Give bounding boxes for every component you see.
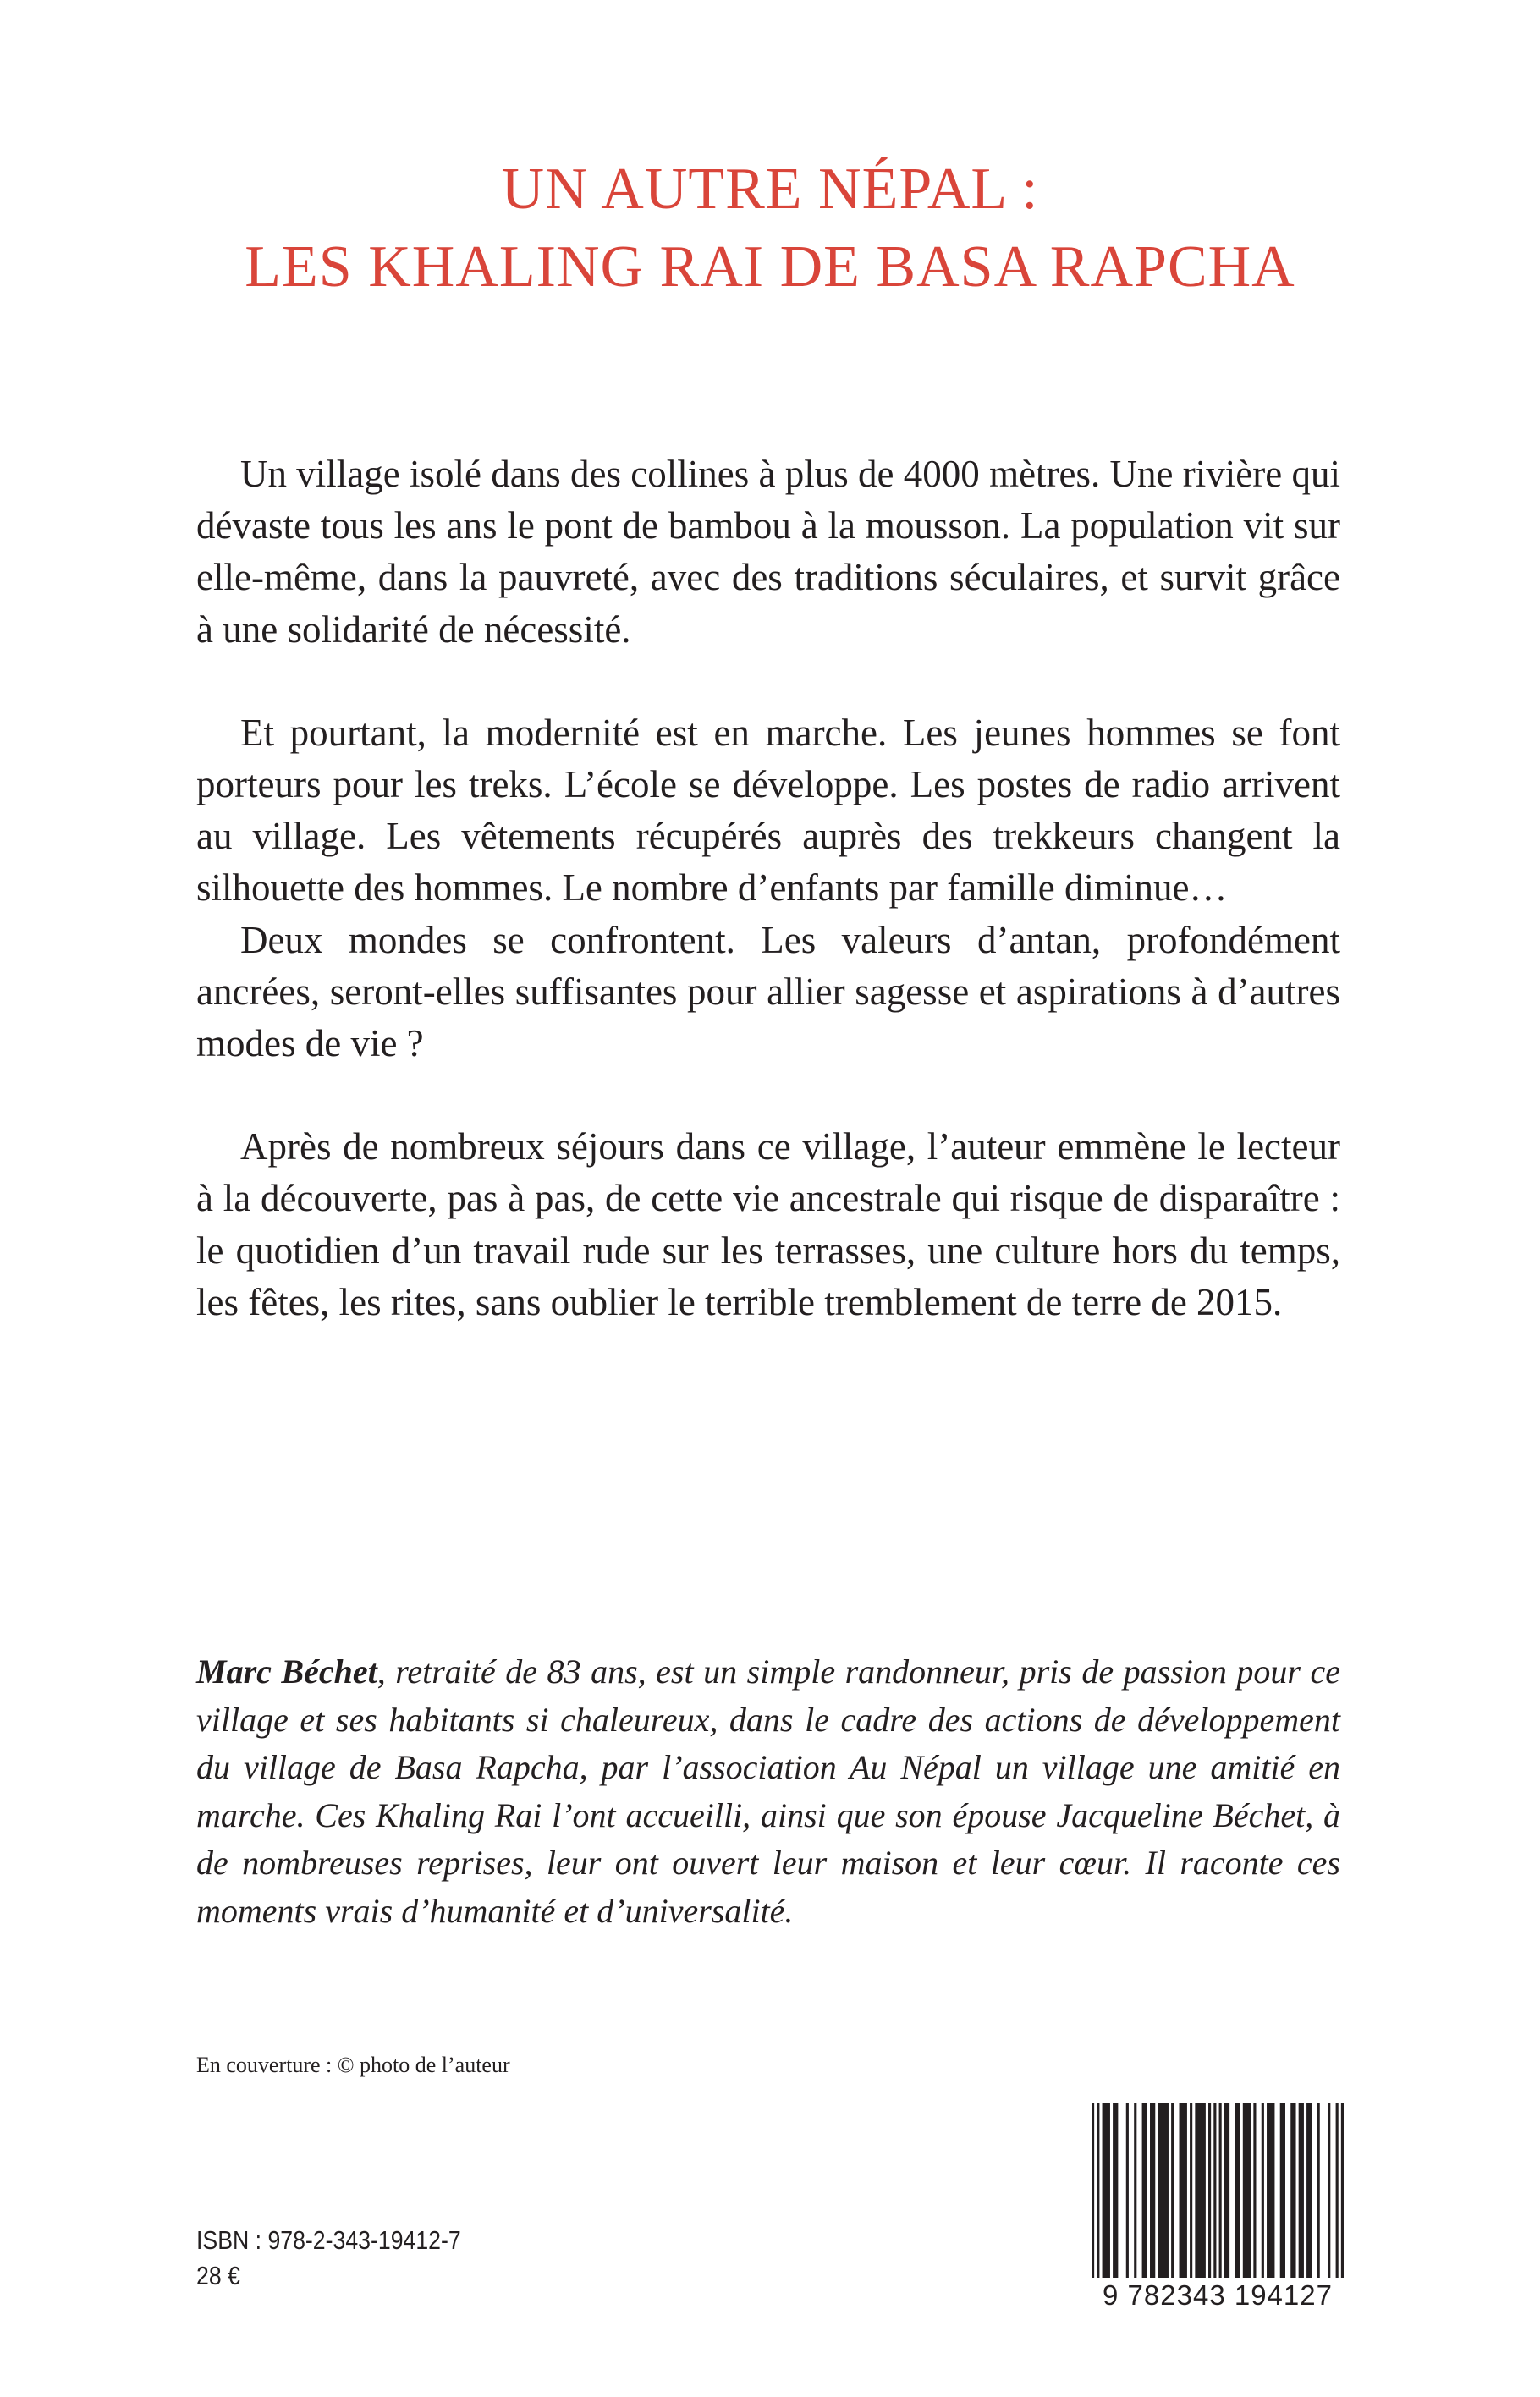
title-line-2: LES KHALING RAI DE BASA RAPCHA (245, 234, 1295, 300)
barcode-bar (1306, 2103, 1312, 2278)
barcode-bars (1092, 2103, 1344, 2278)
title-line-1: UN AUTRE NÉPAL : (501, 157, 1039, 222)
author-name: Marc Béchet (196, 1652, 377, 1691)
barcode-bar (1190, 2103, 1192, 2278)
barcode-bar (1142, 2103, 1147, 2278)
barcode-bar (1224, 2103, 1229, 2278)
barcode-bar (1171, 2103, 1174, 2278)
barcode-bar (1158, 2103, 1169, 2278)
barcode-bar (1208, 2103, 1211, 2278)
barcode-bar (1267, 2103, 1274, 2278)
barcode-bar (1195, 2103, 1206, 2278)
blurb-paragraph: Après de nombreux séjours dans ce village, l’auteur emmène le lecteur à la découverte, pas à pas, de cette vie ancestrale qui risque de disparaître : le quotidien d’un travail rude sur les terrasses, une culture hors du temps, les fêtes, les rites, sans oublier le terrible tremblement de terre de 2015. (196, 1125, 1340, 1323)
barcode-bar (1253, 2103, 1256, 2278)
barcode-bar (1328, 2103, 1330, 2278)
barcode-bar (1290, 2103, 1295, 2278)
barcode-bar (1219, 2103, 1222, 2278)
barcode-bar (1134, 2103, 1136, 2278)
barcode-bar (1336, 2103, 1339, 2278)
price: 28 € (196, 2261, 240, 2290)
barcode-bar (1235, 2103, 1240, 2278)
barcode-bar (1092, 2103, 1094, 2278)
barcode-bar (1262, 2103, 1264, 2278)
barcode-bar (1113, 2103, 1118, 2278)
isbn: ISBN : 978-2-343-19412-7 (196, 2225, 461, 2255)
blurb (196, 448, 1340, 1328)
barcode-bar (1180, 2103, 1187, 2278)
barcode-bar (1341, 2103, 1344, 2278)
barcode-bar (1213, 2103, 1216, 2278)
book-title (0, 151, 1540, 306)
blurb-paragraph: Et pourtant, la modernité est en marche. Les jeunes hommes se font porteurs pour les treks. L’école se développe. Les postes de radio arrivent au village. Les vêtements récupérés auprès des trekkeurs changent la silhouette des hommes. Le nombre d’enfants par famille diminue… (196, 711, 1340, 910)
barcode-bar (1243, 2103, 1251, 2278)
barcode-bar (1150, 2103, 1155, 2278)
barcode-bar (1317, 2103, 1320, 2278)
author-bio (196, 1648, 1340, 1936)
barcode-bar (1280, 2103, 1285, 2278)
author-bio-text: , retraité de 83 ans, est un simple randonneur, pris de passion pour ce village et ses habitants si chaleureux, dans le cadre des actions de développement du village de Basa Rapcha, par l’association Au Népal un village une amitié en marche. Ces Khaling Rai l’ont accueilli, ainsi que son épouse Jacqueline Béchet, à de nombreuses reprises, leur ont ouvert leur maison et leur cœur. Il raconte ces moments vrais d’humanité et d’universalité. (196, 1652, 1340, 1930)
cover-credit: En couverture : © photo de l’auteur (196, 2053, 510, 2077)
barcode-bar (1299, 2103, 1304, 2278)
blurb-paragraph: Deux mondes se confrontent. Les valeurs d’antan, profondément ancrées, seront-elles suffisantes pour allier sagesse et aspirations à d’autres modes de vie ? (196, 918, 1340, 1065)
barcode-bar (1097, 2103, 1099, 2278)
barcode-bar (1103, 2103, 1110, 2278)
barcode-digits: 9 782343 194127 (1092, 2279, 1344, 2312)
isbn-block (196, 2223, 461, 2294)
barcode-bar (1126, 2103, 1129, 2278)
blurb-paragraph: Un village isolé dans des collines à plus de 4000 mètres. Une rivière qui dévaste tous les ans le pont de bambou à la mousson. La population vit sur elle-même, dans la pauvreté, avec des traditions séculaires, et survit grâce à une solidarité de nécessité. (196, 453, 1340, 651)
barcode (1092, 2103, 1344, 2308)
